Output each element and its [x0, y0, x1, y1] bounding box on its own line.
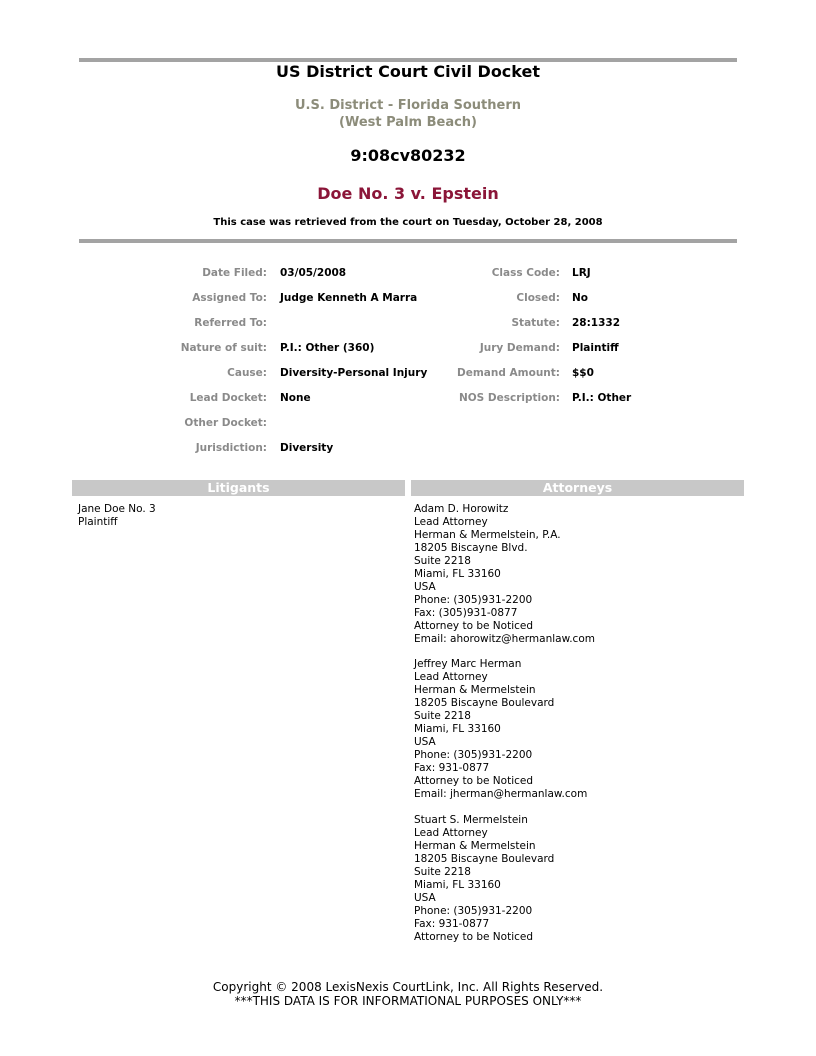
- field-value: 03/05/2008: [280, 267, 347, 279]
- attorney-country: USA: [414, 736, 436, 748]
- attorney-entry: [414, 814, 554, 944]
- attorney-address: 18205 Biscayne Boulevard: [414, 853, 555, 865]
- field-value: None: [280, 392, 311, 404]
- field-value: P.I.: Other (360): [280, 342, 375, 354]
- attorney-address: 18205 Biscayne Blvd.: [414, 542, 528, 554]
- case-number: 9:08cv80232: [350, 146, 466, 165]
- attorney-firm: Herman & Mermelstein: [414, 840, 536, 852]
- attorney-suite: Suite 2218: [414, 710, 471, 722]
- field-label: Cause:: [227, 367, 267, 379]
- attorney-role: Lead Attorney: [414, 827, 488, 839]
- attorney-fax: Fax: 931-0877: [414, 918, 490, 930]
- attorney-role: Lead Attorney: [414, 671, 488, 683]
- field-value: $$0: [572, 367, 594, 379]
- field-label: Statute:: [511, 317, 560, 329]
- field-value: Judge Kenneth A Marra: [280, 292, 418, 304]
- field-label: Demand Amount:: [457, 367, 560, 379]
- attorney-city: Miami, FL 33160: [414, 568, 501, 580]
- field-value: Plaintiff: [572, 342, 619, 354]
- attorneys-header: Attorneys: [411, 480, 744, 496]
- litigant-role: Plaintiff: [78, 516, 118, 528]
- field-value: P.I.: Other: [572, 392, 632, 404]
- attorney-firm: Herman & Mermelstein, P.A.: [414, 529, 561, 541]
- field-label: Closed:: [516, 292, 560, 304]
- disclaimer-notice: ***THIS DATA IS FOR INFORMATIONAL PURPOSES ONLY***: [234, 994, 582, 1008]
- retrieved-note: This case was retrieved from the court on Tuesday, October 28, 2008: [213, 217, 603, 228]
- attorney-firm: Herman & Mermelstein: [414, 684, 536, 696]
- attorney-phone: Phone: (305)931-2200: [414, 905, 533, 917]
- court-line-2: (West Palm Beach): [339, 115, 477, 130]
- field-label: Lead Docket:: [189, 392, 267, 404]
- field-value: No: [572, 292, 589, 304]
- case-name: Doe No. 3 v. Epstein: [317, 184, 499, 203]
- attorney-suite: Suite 2218: [414, 555, 471, 567]
- field-label: Nature of suit:: [180, 342, 267, 354]
- court-line-1: U.S. District - Florida Southern: [295, 98, 521, 113]
- attorney-address: 18205 Biscayne Boulevard: [414, 697, 555, 709]
- litigants-header: Litigants: [72, 480, 405, 496]
- docket-title: US District Court Civil Docket: [276, 62, 540, 81]
- attorney-email: Email: jherman@hermanlaw.com: [414, 788, 588, 800]
- attorney-fax: Fax: 931-0877: [414, 762, 490, 774]
- attorney-city: Miami, FL 33160: [414, 723, 501, 735]
- litigant-entry: [78, 503, 156, 529]
- attorney-entry: [414, 658, 587, 801]
- field-label: Jury Demand:: [479, 342, 560, 354]
- header-divider: [79, 239, 737, 243]
- field-value: Diversity: [280, 442, 334, 454]
- attorney-entry: [414, 503, 595, 646]
- attorney-country: USA: [414, 892, 436, 904]
- attorney-phone: Phone: (305)931-2200: [414, 749, 533, 761]
- attorney-notice: Attorney to be Noticed: [414, 620, 534, 632]
- copyright-notice: Copyright © 2008 LexisNexis CourtLink, Inc. All Rights Reserved.: [212, 980, 604, 994]
- field-label: NOS Description:: [458, 392, 560, 404]
- field-label: Class Code:: [491, 267, 560, 279]
- court-name: [0, 97, 816, 131]
- attorney-suite: Suite 2218: [414, 866, 471, 878]
- attorney-notice: Attorney to be Noticed: [414, 775, 534, 787]
- field-label: Jurisdiction:: [195, 442, 267, 454]
- attorney-fax: Fax: (305)931-0877: [414, 607, 518, 619]
- field-label: Date Filed:: [202, 267, 267, 279]
- attorney-country: USA: [414, 581, 436, 593]
- attorney-email: Email: ahorowitz@hermanlaw.com: [414, 633, 595, 645]
- field-value: Diversity-Personal Injury: [280, 367, 428, 379]
- field-value: LRJ: [572, 267, 591, 279]
- field-label: Other Docket:: [184, 417, 267, 429]
- litigant-name: Jane Doe No. 3: [78, 503, 156, 515]
- attorney-name: Jeffrey Marc Herman: [414, 658, 522, 670]
- attorney-name: Stuart S. Mermelstein: [414, 814, 528, 826]
- attorney-city: Miami, FL 33160: [414, 879, 501, 891]
- attorney-notice: Attorney to be Noticed: [414, 931, 534, 943]
- attorney-role: Lead Attorney: [414, 516, 488, 528]
- field-label: Assigned To:: [192, 292, 267, 304]
- attorney-name: Adam D. Horowitz: [414, 503, 509, 515]
- field-label: Referred To:: [194, 317, 267, 329]
- attorney-phone: Phone: (305)931-2200: [414, 594, 533, 606]
- field-value: 28:1332: [572, 317, 621, 329]
